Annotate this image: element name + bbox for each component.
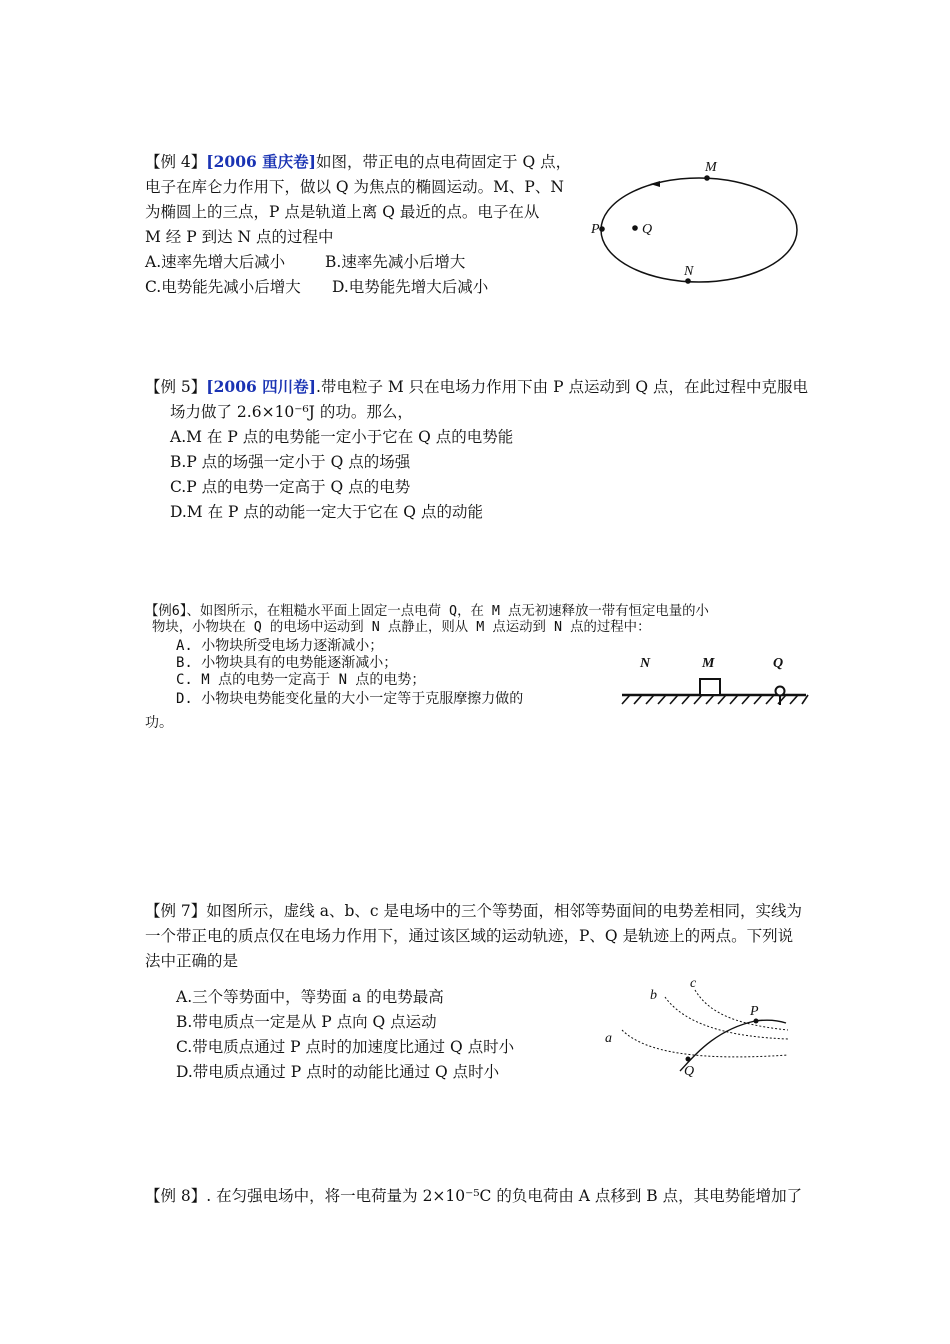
ex4-option-c: C.电势能先减小后增大 (145, 278, 301, 296)
small-block (700, 679, 720, 695)
point-n (685, 278, 691, 284)
ex4-text-4: M 经 P 到达 N 点的过程中 (145, 228, 334, 246)
ex4-source: [2006 重庆卷] (206, 152, 317, 171)
ex6-tail: 功。 (145, 715, 173, 731)
label-m: M (702, 656, 715, 671)
equipotential-a (622, 1030, 788, 1057)
ex5-tag: 【例 5】 (145, 378, 207, 396)
label-n: N (640, 656, 651, 671)
point-p (754, 1019, 759, 1024)
ex4-text-3: 为椭圆上的三点，P 点是轨道上离 Q 最近的点。电子在从 (145, 203, 540, 221)
ex4-text-2: 电子在库仑力作用下，做以 Q 为焦点的椭圆运动。M、P、N (145, 178, 564, 196)
equipotential-b (665, 997, 788, 1039)
ex5-text-1: .带电粒子 M 只在电场力作用下由 P 点运动到 Q 点，在此过程中克服电 (316, 378, 809, 396)
ex6-option-c: C. M 点的电势一定高于 N 点的电势； (176, 672, 426, 688)
ex6-text-1: 【例6】、如图所示，在粗糙水平面上固定一点电荷 Q，在 M 点无初速释放一带有恒定电量的小 (145, 604, 709, 619)
ex5-option-d: D.M 在 P 点的动能一定大于它在 Q 点的动能 (170, 503, 483, 521)
ex7-option-c: C.带电质点通过 P 点时的加速度比通过 Q 点时小 (176, 1038, 515, 1056)
ex7-option-a: A.三个等势面中，等势面 a 的电势最高 (176, 988, 444, 1006)
label-q: Q (773, 656, 784, 671)
label-p: P (750, 1004, 759, 1019)
label-m: M (705, 160, 717, 175)
ellipse-orbit (601, 178, 797, 282)
equipotential-c (695, 990, 788, 1030)
ex5-source: [2006 四川卷] (206, 377, 317, 396)
ex5-line-1 (145, 377, 808, 397)
ex6-text-2: 物块，小物块在 Q 的电场中运动到 N 点静止，则从 M 点运动到 N 点的过程中： (152, 620, 651, 635)
ex7-option-b: B.带电质点一定是从 P 点向 Q 点运动 (176, 1013, 437, 1031)
point-q (686, 1057, 691, 1062)
point-p (599, 226, 605, 232)
ex4-option-a: A.速率先增大后减小 (145, 253, 286, 271)
label-p: P (591, 222, 600, 237)
ex4-ellipse-figure (585, 155, 815, 295)
orbit-direction-arrow (650, 181, 660, 187)
label-c: c (690, 976, 697, 991)
trajectory (680, 1020, 786, 1071)
point-m (704, 175, 710, 181)
label-q: Q (642, 222, 653, 237)
ex4-line-1 (145, 152, 571, 172)
ex7-text-2: 一个带正电的质点仅在电场力作用下，通过该区域的运动轨迹，P、Q 是轨迹上的两点。下列说 (145, 927, 794, 945)
ex7-text-1: 【例 7】如图所示，虚线 a、b、c 是电场中的三个等势面，相邻等势面间的电势差相同，实线为 (145, 902, 802, 920)
ex6-surface-figure (620, 650, 810, 710)
charge-q (776, 687, 785, 696)
ex7-option-d: D.带电质点通过 P 点时的动能比通过 Q 点时小 (176, 1063, 500, 1081)
ex6-option-b: B. 小物块具有的电势能逐渐减小； (176, 655, 398, 671)
ex7-equipotential-figure (600, 975, 800, 1085)
label-b: b (650, 988, 657, 1003)
ex4-option-b: B.速率先减小后增大 (325, 253, 466, 271)
label-q: Q (684, 1064, 695, 1079)
ex5-option-c: C.P 点的电势一定高于 Q 点的电势 (170, 478, 411, 496)
ex6-option-d: D. 小物块电势能变化量的大小一定等于克服摩擦力做的 (176, 691, 524, 707)
ex4-tag: 【例 4】 (145, 153, 207, 171)
ex8-text-1: 【例 8】. 在匀强电场中，将一电荷量为 2×10⁻⁵C 的负电荷由 A 点移到 B 点，其电势能增加了 (145, 1187, 803, 1205)
ex4-text-1: 如图，带正电的点电荷固定于 Q 点， (316, 153, 572, 171)
point-q (632, 225, 638, 231)
ex4-option-d: D.电势能先增大后减小 (332, 278, 489, 296)
label-n: N (684, 264, 694, 279)
ex5-option-a: A.M 在 P 点的电势能一定小于它在 Q 点的电势能 (170, 428, 514, 446)
ex7-text-3: 法中正确的是 (145, 952, 239, 970)
label-a: a (605, 1031, 612, 1046)
ex5-text-2: 场力做了 2.6×10⁻⁶J 的功。那么， (170, 403, 413, 421)
ex5-option-b: B.P 点的场强一定小于 Q 点的场强 (170, 453, 411, 471)
ex6-option-a: A. 小物块所受电场力逐渐减小； (176, 638, 384, 654)
